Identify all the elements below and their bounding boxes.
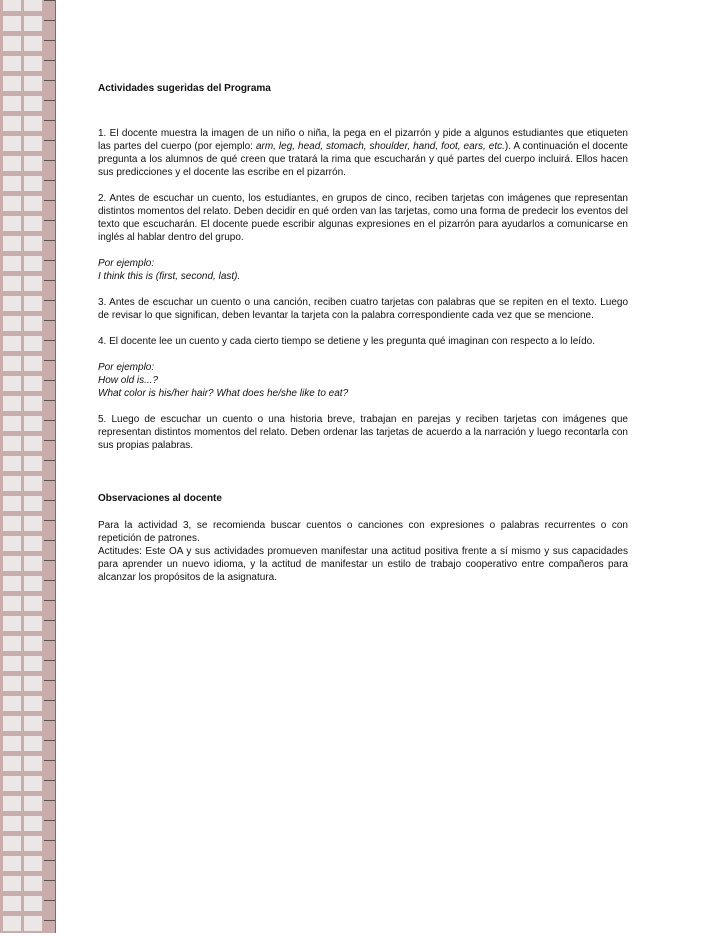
section-title-observations: Observaciones al docente: [98, 493, 222, 504]
observation-1: Para la actividad 3, se recomienda buscar cuentos o canciones con expresiones o palabras recurrentes o con repetición de patrones.: [98, 520, 628, 544]
activity-2: 2. Antes de escuchar un cuento, los estudiantes, en grupos de cinco, reciben tarjetas con imágenes que representan distintos momentos del relato. Deben decidir en qué orden van las tarjetas, como una forma de predecir los eventos del texto que escucharán. El docente puede escribir algunas expresiones en el pizarrón para ayudarlos a comunicarse en inglés al hablar dentro del grupo.: [98, 193, 628, 243]
observation-2: Actitudes: Este OA y sus actividades promueven manifestar una actitud positiva frente a sí mismo y sus capacidades para aprender un nuevo idioma, y la actitud de manifestar un estilo de trabajo cooperativo entre compañeros para alcanzar los propósitos de la asignatura.: [98, 546, 628, 583]
strip-cells-left: [3, 0, 21, 936]
example-1-label: Por ejemplo:: [98, 258, 155, 269]
strip-cells-right: [24, 0, 42, 936]
example-2: [98, 361, 628, 400]
example-1-line: I think this is (first, second, last).: [98, 271, 241, 282]
example-2-line-1: How old is...?: [98, 375, 159, 386]
activity-1: 1. El docente muestra la imagen de un niño o niña, la pega en el pizarrón y pide a algunos estudiantes que etiqueten las partes del cuerpo (por ejemplo: arm, leg, head, stomach, shoulder, hand, foot, ears, etc.). A continuación el docente pregunta a los alumnos de qué creen que tratará la rima que escucharán y qué partes del cuerpo incluirá. Ellos hacen sus predicciones y el docente las escribe en el pizarrón.: [98, 128, 628, 178]
example-2-line-2: What color is his/her hair? What does he/she like to eat?: [98, 388, 349, 399]
document-body: [98, 82, 628, 597]
strip-edge: [55, 0, 56, 933]
activity-3: 3. Antes de escuchar un cuento o una canción, reciben cuatro tarjetas con palabras que se repiten en el texto. Luego de revisar lo que significan, deben levantar la tarjeta con la palabra correspondiente cada vez que se mencione.: [98, 297, 628, 321]
section-title-activities: Actividades sugeridas del Programa: [98, 83, 271, 94]
activity-5: 5. Luego de escuchar un cuento o una historia breve, trabajan en parejas y reciben tarjetas con imágenes que representan distintos momentos del relato. Deben ordenar las tarjetas de acuerdo a la narración y luego recontarla con sus propias palabras.: [98, 414, 628, 451]
decorative-film-strip: [0, 0, 56, 933]
activity-4: 4. El docente lee un cuento y cada cierto tiempo se detiene y les pregunta qué imaginan con respecto a lo leído.: [98, 336, 595, 347]
example-2-label: Por ejemplo:: [98, 362, 155, 373]
example-1: [98, 257, 628, 283]
